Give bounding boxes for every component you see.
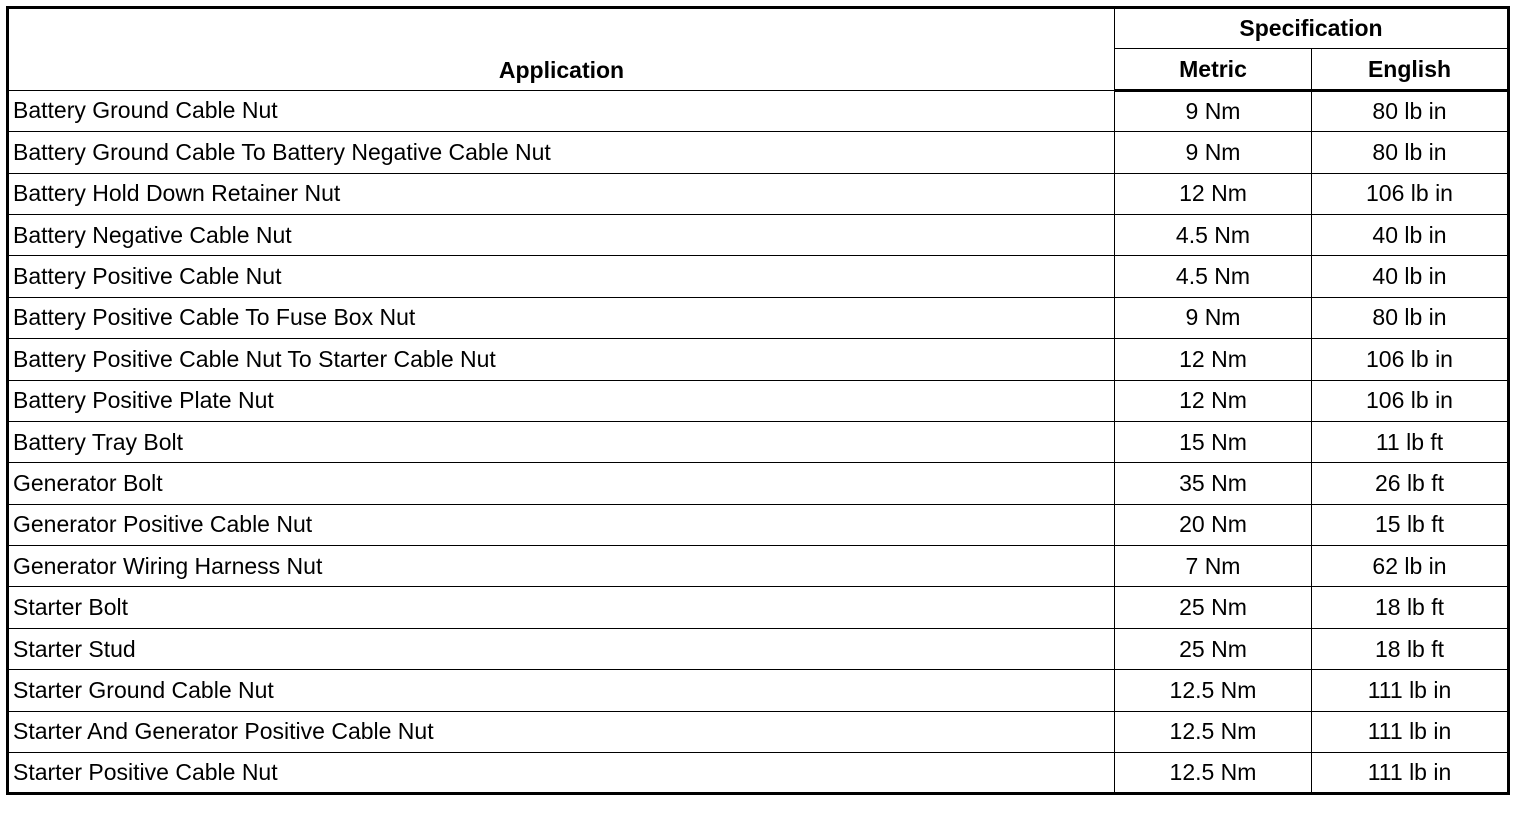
metric-cell: 12 Nm: [1115, 339, 1312, 380]
application-cell: Starter Bolt: [8, 587, 1115, 628]
table-row: [8, 339, 1509, 380]
english-cell: 18 lb ft: [1312, 587, 1509, 628]
metric-cell: 12.5 Nm: [1115, 753, 1312, 794]
application-cell: Battery Positive Cable To Fuse Box Nut: [8, 297, 1115, 338]
table-row: [8, 214, 1509, 255]
english-cell: 111 lb in: [1312, 711, 1509, 752]
metric-column-header: Metric: [1115, 49, 1312, 90]
metric-cell: 4.5 Nm: [1115, 256, 1312, 297]
metric-cell: 12 Nm: [1115, 380, 1312, 421]
table-row: [8, 421, 1509, 462]
metric-cell: 20 Nm: [1115, 504, 1312, 545]
english-cell: 80 lb in: [1312, 132, 1509, 173]
torque-spec-table: [6, 6, 1510, 795]
table-row: [8, 670, 1509, 711]
application-cell: Generator Bolt: [8, 463, 1115, 504]
table-row: [8, 380, 1509, 421]
application-cell: Battery Tray Bolt: [8, 421, 1115, 462]
application-cell: Battery Ground Cable Nut: [8, 90, 1115, 131]
table-body: [8, 90, 1509, 794]
english-cell: 15 lb ft: [1312, 504, 1509, 545]
metric-cell: 25 Nm: [1115, 628, 1312, 669]
english-cell: 18 lb ft: [1312, 628, 1509, 669]
english-cell: 40 lb in: [1312, 214, 1509, 255]
english-cell: 106 lb in: [1312, 339, 1509, 380]
application-cell: Generator Wiring Harness Nut: [8, 546, 1115, 587]
metric-cell: 12 Nm: [1115, 173, 1312, 214]
metric-cell: 15 Nm: [1115, 421, 1312, 462]
application-cell: Starter Ground Cable Nut: [8, 670, 1115, 711]
application-column-header: Application: [8, 8, 1115, 91]
english-cell: 40 lb in: [1312, 256, 1509, 297]
application-cell: Battery Ground Cable To Battery Negative Cable Nut: [8, 132, 1115, 173]
table-row: [8, 546, 1509, 587]
metric-cell: 7 Nm: [1115, 546, 1312, 587]
application-cell: Battery Positive Plate Nut: [8, 380, 1115, 421]
application-cell: Battery Negative Cable Nut: [8, 214, 1115, 255]
english-cell: 80 lb in: [1312, 90, 1509, 131]
application-cell: Starter And Generator Positive Cable Nut: [8, 711, 1115, 752]
table-row: [8, 463, 1509, 504]
application-cell: Battery Positive Cable Nut: [8, 256, 1115, 297]
table-header: [8, 8, 1509, 91]
table-row: [8, 173, 1509, 214]
table-row: [8, 628, 1509, 669]
table-row: [8, 256, 1509, 297]
metric-cell: 9 Nm: [1115, 132, 1312, 173]
english-column-header: English: [1312, 49, 1509, 90]
english-cell: 11 lb ft: [1312, 421, 1509, 462]
english-cell: 26 lb ft: [1312, 463, 1509, 504]
metric-cell: 12.5 Nm: [1115, 670, 1312, 711]
application-cell: Battery Hold Down Retainer Nut: [8, 173, 1115, 214]
metric-cell: 25 Nm: [1115, 587, 1312, 628]
table-row: [8, 90, 1509, 131]
table-row: [8, 297, 1509, 338]
english-cell: 111 lb in: [1312, 753, 1509, 794]
metric-cell: 12.5 Nm: [1115, 711, 1312, 752]
application-cell: Starter Positive Cable Nut: [8, 753, 1115, 794]
table-row: [8, 711, 1509, 752]
metric-cell: 4.5 Nm: [1115, 214, 1312, 255]
english-cell: 80 lb in: [1312, 297, 1509, 338]
table-row: [8, 587, 1509, 628]
specification-column-header: Specification: [1115, 8, 1509, 49]
table-row: [8, 504, 1509, 545]
english-cell: 111 lb in: [1312, 670, 1509, 711]
english-cell: 106 lb in: [1312, 173, 1509, 214]
metric-cell: 9 Nm: [1115, 297, 1312, 338]
english-cell: 106 lb in: [1312, 380, 1509, 421]
metric-cell: 35 Nm: [1115, 463, 1312, 504]
application-cell: Starter Stud: [8, 628, 1115, 669]
application-cell: Battery Positive Cable Nut To Starter Cable Nut: [8, 339, 1115, 380]
table-row: [8, 753, 1509, 794]
application-cell: Generator Positive Cable Nut: [8, 504, 1115, 545]
table-row: [8, 132, 1509, 173]
header-row-top: [8, 8, 1509, 49]
metric-cell: 9 Nm: [1115, 90, 1312, 131]
english-cell: 62 lb in: [1312, 546, 1509, 587]
